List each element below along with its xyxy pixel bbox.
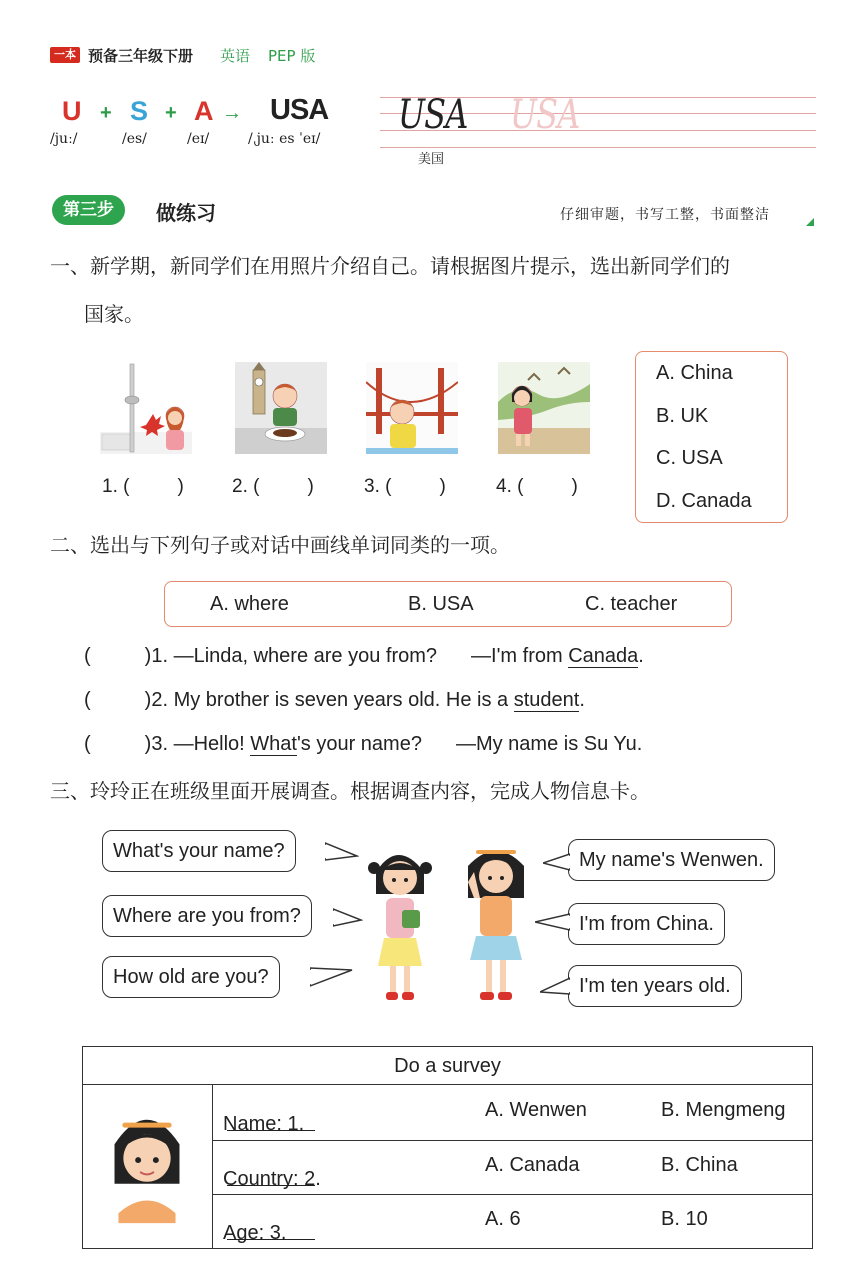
option-usa: B. USA <box>408 593 474 615</box>
bubble-tail <box>535 912 570 932</box>
survey-row-country: Country: 2. A. Canada B. China <box>223 1154 738 1190</box>
option-d: D. Canada <box>656 490 752 512</box>
step-title: 做练习 <box>156 201 216 225</box>
plus-sign: + <box>100 102 112 124</box>
section1-instruction: 一、新学期，新同学们在用照片介绍自己。请根据图片提示，选出新同学们的 <box>50 254 730 278</box>
question-bubble-age: How old are you? <box>102 956 280 998</box>
handwriting-sample: USA <box>398 92 468 138</box>
answer-blank[interactable] <box>227 1113 315 1131</box>
survey-row-age: Age: 3. A. 6 B. 10 <box>223 1208 708 1244</box>
phonics-letter-a: A <box>194 96 214 126</box>
ipa-word: /ˌjuː es ˈeɪ/ <box>248 131 321 147</box>
ipa-u: /juː/ <box>50 131 78 147</box>
bubble-tail <box>540 976 570 998</box>
q4-label: 4. ( ) <box>496 476 578 497</box>
brand-logo: 一本 <box>50 47 80 63</box>
great-wall-icon <box>498 362 590 454</box>
phonics-word: USA <box>270 94 329 126</box>
answer-bubble-age: I'm ten years old. <box>568 965 742 1007</box>
underlined-word: Canada <box>568 645 639 667</box>
question-bubble-name: What's your name? <box>102 830 296 872</box>
option-a: A. China <box>656 362 733 384</box>
phonics-letter-u: U <box>62 96 82 126</box>
underlined-word: student <box>513 689 580 711</box>
motto: 仔细审题，书写工整，书面整洁 <box>560 207 770 223</box>
section1-instruction-cont: 国家。 <box>84 302 144 326</box>
bubble-tail <box>543 853 570 873</box>
option-teacher: C. teacher <box>585 593 678 615</box>
section3-instruction: 三、玲玲正在班级里面开展调查。根据调查内容，完成人物信息卡。 <box>50 779 650 803</box>
bubble-tail <box>310 966 354 988</box>
big-ben-steak-icon <box>235 362 327 454</box>
option-b: B. UK <box>656 405 709 427</box>
survey-table <box>82 1046 813 1249</box>
golden-gate-bridge-icon <box>366 362 458 454</box>
option-c: C. USA <box>656 447 723 469</box>
section2-instruction: 二、选出与下列句子或对话中画线单词同类的一项。 <box>50 533 510 557</box>
q1-label: 1. ( ) <box>102 476 184 497</box>
edition-label: PEP 版 <box>268 47 316 65</box>
option-where: A. where <box>210 593 289 615</box>
section2-q3: ( )3. —Hello! What's your name? —My name is Su Yu. <box>84 733 643 755</box>
survey-row-name: Name: 1. A. Wenwen B. Mengmeng <box>223 1099 786 1135</box>
two-girls-illustration <box>368 842 540 1010</box>
plus-sign: + <box>165 102 177 124</box>
answer-bubble-country: I'm from China. <box>568 903 725 945</box>
subject-label: 英语 <box>220 47 251 65</box>
answer-blank[interactable] <box>227 1222 315 1240</box>
bubble-tail <box>333 908 363 928</box>
section2-q2: ( )2. My brother is seven years old. He is a student. <box>84 689 585 711</box>
options-box <box>635 351 788 523</box>
underlined-word: What <box>250 733 297 755</box>
question-bubble-country: Where are you from? <box>102 895 312 937</box>
section2-options-box <box>164 581 732 627</box>
step-badge: 第三步 <box>52 195 125 225</box>
avatar <box>83 1085 213 1248</box>
arrow-icon: → <box>222 102 242 124</box>
cn-tower-maple-leaf-icon <box>100 362 192 454</box>
q3-label: 3. ( ) <box>364 476 446 497</box>
word-meaning: 美国 <box>418 152 445 167</box>
phonics-letter-s: S <box>130 96 149 126</box>
answer-blank[interactable] <box>227 1168 315 1186</box>
answer-bubble-name: My name's Wenwen. <box>568 839 775 881</box>
book-title: 预备三年级下册 <box>88 47 194 65</box>
section2-q1: ( )1. —Linda, where are you from? —I'm from Canada. <box>84 645 644 667</box>
ipa-a: /eɪ/ <box>187 131 210 147</box>
q2-label: 2. ( ) <box>232 476 314 497</box>
handwriting-trace: USA <box>510 92 580 138</box>
bubble-tail <box>325 842 359 862</box>
corner-triangle-icon <box>806 218 814 226</box>
survey-title: Do a survey <box>83 1047 812 1085</box>
ipa-s: /es/ <box>122 131 147 147</box>
